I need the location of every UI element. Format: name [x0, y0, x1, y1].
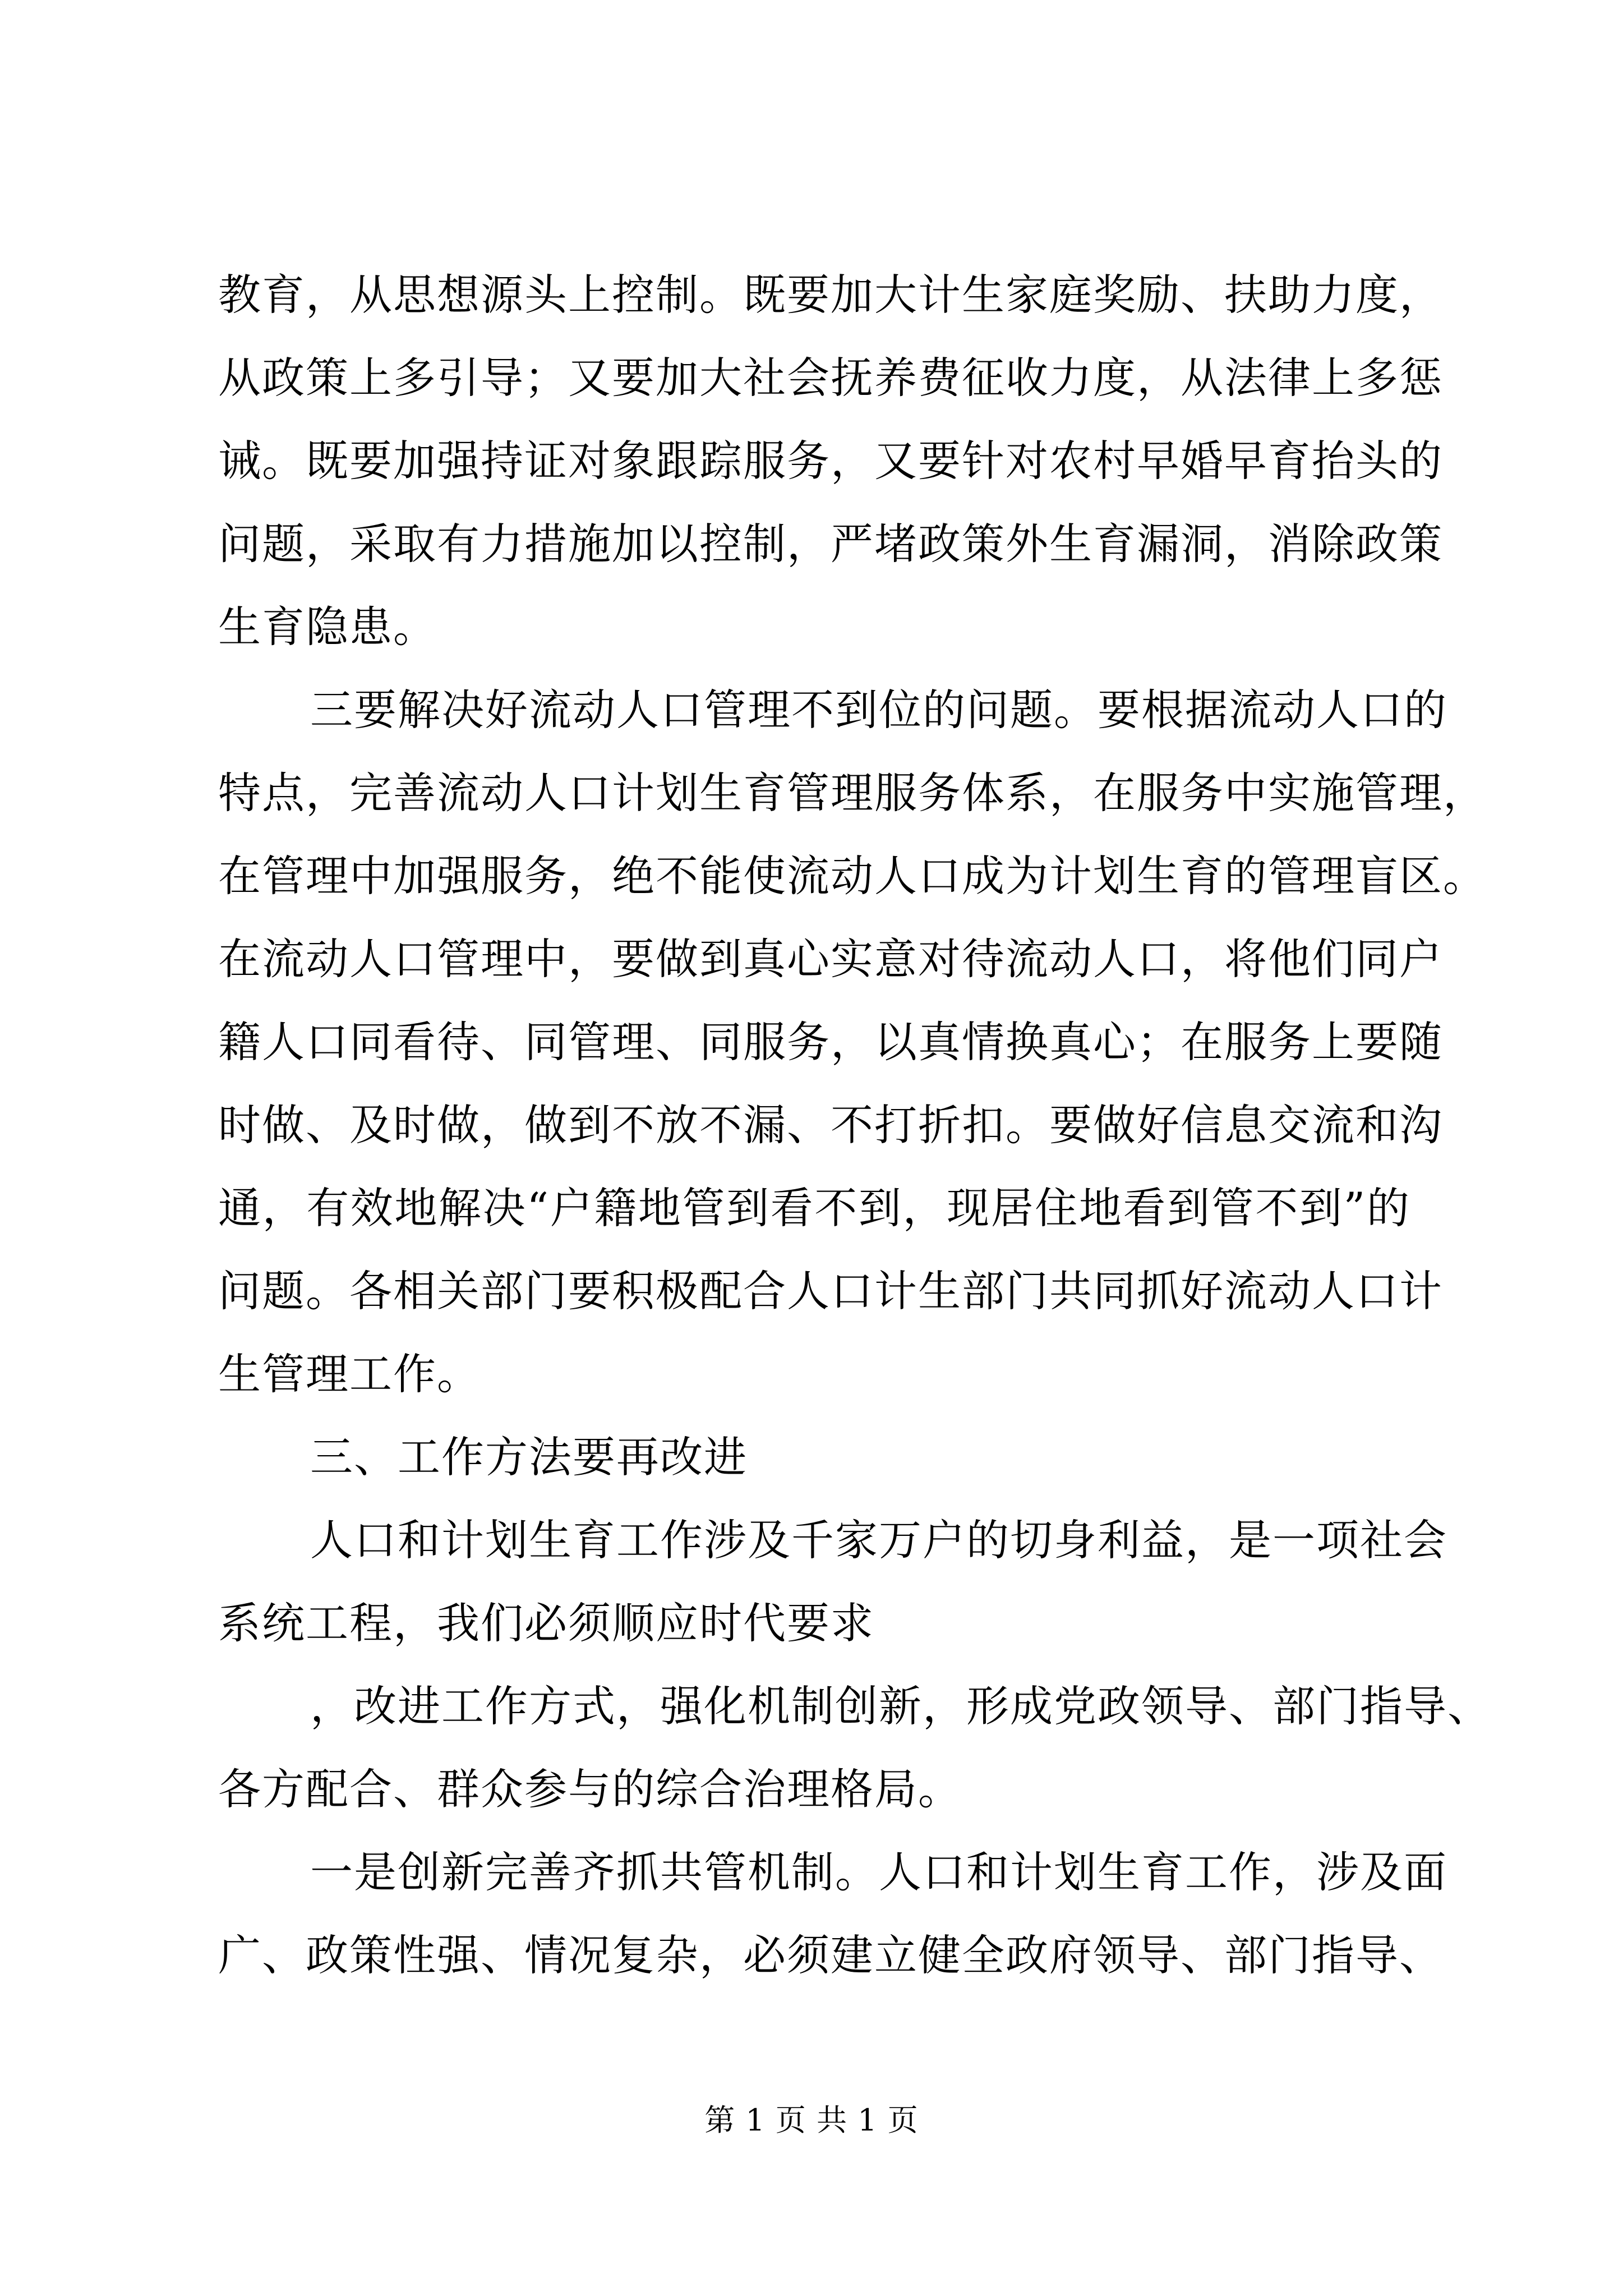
text-line: 问题。各相关部门要积极配合人口计生部门共同抓好流动人口计: [218, 1266, 1443, 1316]
text-line: 在流动人口管理中，要做到真心实意对待流动人口，将他们同户: [218, 934, 1443, 984]
section-heading: 三、工作方法要再改进: [310, 1432, 748, 1482]
text-line: 籍人口同看待、同管理、同服务，以真情换真心；在服务上要随: [218, 1017, 1443, 1067]
text-line: ，改进工作方式，强化机制创新，形成党政领导、部门指导、: [310, 1681, 1491, 1731]
document-body: [218, 254, 1491, 1997]
text-line: 广、政策性强、情况复杂，必须建立健全政府领导、部门指导、: [218, 1930, 1443, 1980]
text-line: 在管理中加强服务，绝不能使流动人口成为计划生育的管理盲区。: [218, 851, 1487, 901]
text-line: 生育隐患。: [218, 602, 437, 652]
text-line: 系统工程，我们必须顺应时代要求: [218, 1598, 874, 1648]
page-number-label: 第 1 页 共 1 页: [704, 2102, 919, 2138]
text-line: 问题，采取有力措施加以控制，严堵政策外生育漏洞，消除政策: [218, 519, 1443, 569]
page-footer: [0, 2101, 1623, 2140]
text-line: 人口和计划生育工作涉及千家万户的切身利益，是一项社会: [310, 1515, 1447, 1565]
text-line: 三要解决好流动人口管理不到位的问题。要根据流动人口的: [310, 685, 1447, 735]
text-line: 从政策上多引导；又要加大社会抚养费征收力度，从法律上多惩: [218, 353, 1443, 403]
text-line: 各方配合、群众参与的综合治理格局。: [218, 1764, 962, 1814]
text-line: 通，有效地解决“户籍地管到看不到，现居住地看到管不到”的: [218, 1183, 1410, 1233]
text-line: 生管理工作。: [218, 1349, 481, 1399]
text-line: 一是创新完善齐抓共管机制。人口和计划生育工作，涉及面: [310, 1847, 1447, 1897]
text-line: 教育，从思想源头上控制。既要加大计生家庭奖励、扶助力度，: [218, 270, 1443, 320]
text-line: 特点，完善流动人口计划生育管理服务体系，在服务中实施管理，: [218, 768, 1487, 818]
text-line: 诫。既要加强持证对象跟踪服务，又要针对农村早婚早育抬头的: [218, 436, 1443, 486]
text-line: 时做、及时做，做到不放不漏、不打折扣。要做好信息交流和沟: [218, 1100, 1443, 1150]
